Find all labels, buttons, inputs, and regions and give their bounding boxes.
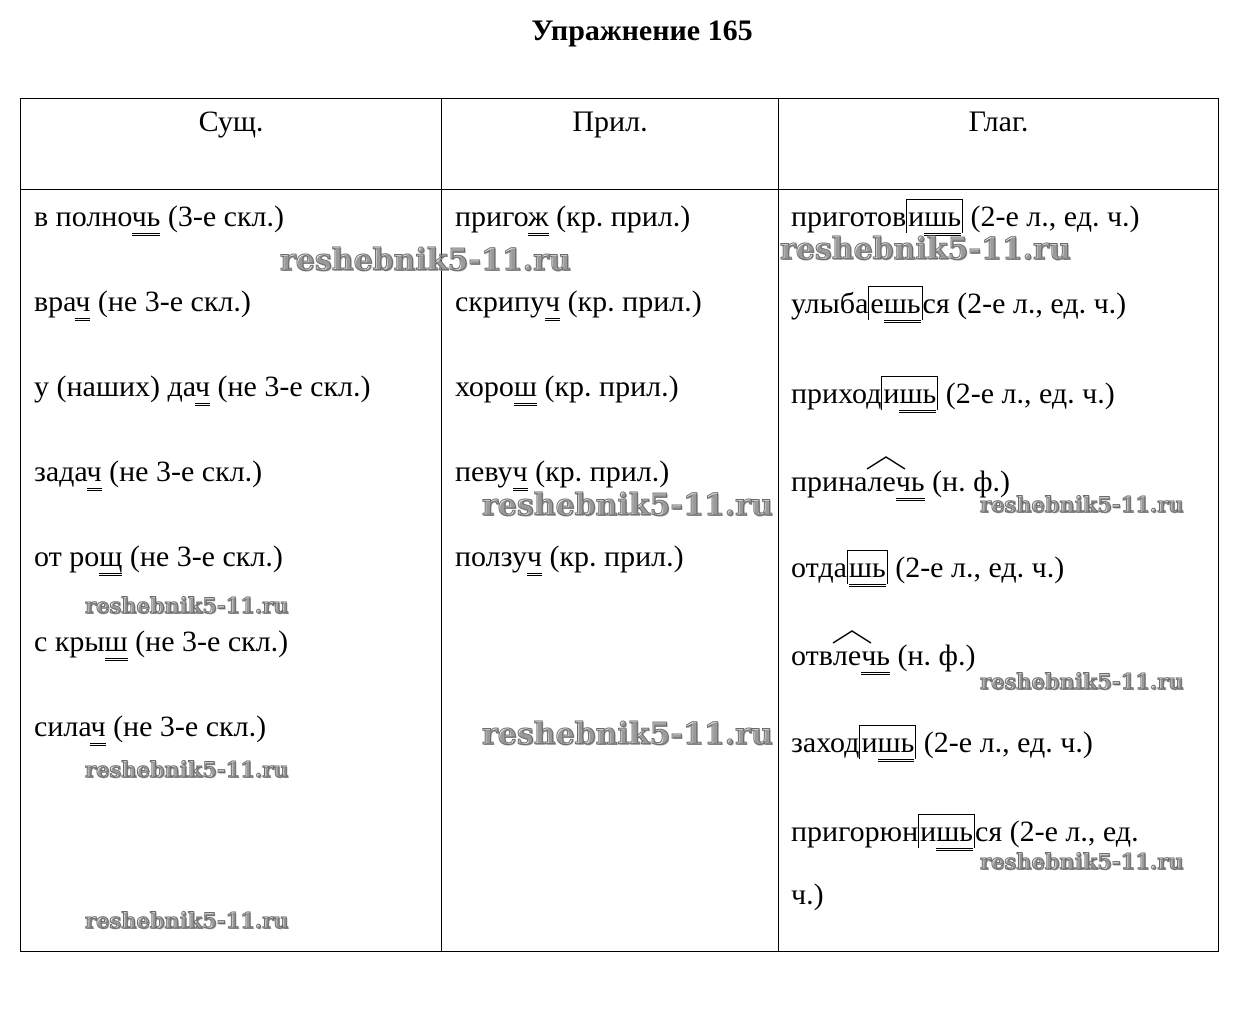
verbs-cell [779, 190, 1219, 952]
noun-item [34, 542, 283, 572]
verb-ending: шь [878, 726, 915, 762]
verb-ending-box [859, 725, 916, 759]
verb-stem: прина [791, 465, 868, 498]
verb-note: (2-е л., ед. ч.) [938, 377, 1115, 410]
adjective-item [455, 372, 679, 402]
verb-ending: шь [899, 377, 936, 413]
root-arc [833, 641, 861, 671]
verb-item [791, 817, 1139, 847]
watermark: reshebnik5-11.ru [980, 669, 1184, 694]
verb-note: ся (2-е л., ед. [975, 815, 1139, 848]
noun-stem: зада [34, 455, 87, 488]
verb-root: ле [832, 639, 862, 672]
verb-ending: шь [849, 551, 886, 587]
verb-vowel: и [908, 200, 925, 233]
noun-note: (не 3-е скл.) [101, 455, 263, 488]
verb-item [791, 553, 1064, 583]
watermark: reshebnik5-11.ru [85, 593, 289, 618]
noun-note: (не 3-е скл.) [105, 710, 267, 743]
verb-item [791, 202, 1140, 232]
verb-root: ле [867, 465, 896, 498]
watermark: reshebnik5-11.ru [980, 849, 1184, 874]
verb-ending: чь [861, 639, 890, 675]
noun-stem: в полно [34, 200, 132, 233]
verb-note: (2-е л., ед. ч.) [916, 726, 1093, 759]
page-title: Упражнение 165 [531, 14, 753, 47]
header-adjectives: Прил. [442, 99, 779, 190]
adjective-note: (кр. прил.) [548, 200, 691, 233]
watermark: reshebnik5-11.ru [85, 757, 289, 782]
adjective-note: (кр. прил.) [560, 285, 702, 318]
verb-note: (н. ф.) [889, 639, 976, 672]
root-arc-icon [865, 455, 907, 471]
verb-note: (н. ф.) [924, 465, 1011, 498]
verb-vowel: и [861, 726, 878, 759]
verb-ending: шь [884, 287, 921, 323]
noun-ending: ч [75, 285, 90, 321]
verb-vowel: е [870, 287, 884, 320]
adjective-stem: скрипу [455, 285, 545, 318]
adjective-ending: ж [528, 200, 549, 236]
verb-ending-box [868, 286, 922, 320]
noun-ending: ч [90, 710, 105, 746]
noun-item [34, 712, 266, 742]
adjective-item [455, 542, 684, 572]
verb-stem: ч.) [791, 878, 824, 911]
adjective-stem: певу [455, 455, 513, 488]
adjective-item [455, 202, 690, 232]
noun-ending: ш [105, 625, 128, 661]
watermark: reshebnik5-11.ru [85, 908, 289, 933]
verb-item [791, 880, 824, 910]
verb-item [791, 467, 1010, 497]
adjective-ending: ч [513, 455, 528, 491]
header-nouns: Сущ. [21, 99, 442, 190]
adjective-note: (кр. прил.) [541, 540, 684, 573]
verb-vowel: и [920, 815, 937, 848]
verb-note: (2-е л., ед. ч.) [963, 200, 1140, 233]
verb-item [791, 289, 1126, 319]
root-arc-icon [831, 629, 873, 645]
adjective-note: (кр. прил.) [527, 455, 670, 488]
noun-note: (не 3-е скл.) [122, 540, 283, 573]
adjective-item [455, 287, 702, 317]
verb-ending-box [847, 550, 888, 584]
adjective-stem: хоро [455, 370, 514, 403]
noun-item [34, 287, 251, 317]
adjective-stem: ползу [455, 540, 527, 573]
adjective-ending: ч [527, 540, 542, 576]
noun-stem: сила [34, 710, 91, 743]
noun-stem: с кры [34, 625, 105, 658]
noun-stem: вра [34, 285, 76, 318]
verb-stem: улыба [791, 287, 869, 320]
verb-stem: приготов [791, 200, 907, 233]
noun-ending: ч [87, 455, 102, 491]
root-arc [867, 467, 895, 497]
verb-vowel: и [883, 377, 900, 410]
adjectives-cell [442, 190, 779, 952]
verb-ending-box [906, 199, 963, 233]
noun-item [34, 457, 262, 487]
noun-note: (не 3-е скл.) [127, 625, 289, 658]
adjective-ending: ш [514, 370, 537, 406]
noun-note: (не 3-е скл.) [209, 370, 371, 403]
verb-item [791, 641, 975, 671]
verb-stem: отв [791, 639, 833, 672]
watermark: reshebnik5-11.ru [980, 492, 1184, 517]
verb-item [791, 379, 1115, 409]
noun-item [34, 202, 284, 232]
verb-note: ся (2-е л., ед. ч.) [922, 287, 1127, 320]
verb-ending: шь [924, 200, 961, 236]
verb-stem: пригорюн [791, 815, 919, 848]
watermark: reshebnik5-11.ru [280, 243, 571, 278]
noun-item [34, 627, 288, 657]
adjective-stem: приго [455, 200, 528, 233]
verb-ending: шь [936, 815, 973, 851]
adjective-ending: ч [545, 285, 560, 321]
verb-item [791, 728, 1093, 758]
verb-stem: отда [791, 551, 847, 584]
noun-stem: от ро [34, 540, 100, 573]
watermark: reshebnik5-11.ru [482, 488, 773, 523]
header-verbs: Глаг. [779, 99, 1219, 190]
adjective-note: (кр. прил.) [536, 370, 679, 403]
adjective-item [455, 457, 669, 487]
verb-ending-box [918, 814, 975, 848]
watermark: reshebnik5-11.ru [482, 717, 773, 752]
watermark: reshebnik5-11.ru [780, 232, 1071, 267]
header-row [21, 99, 1219, 190]
noun-note: (не 3-е скл.) [90, 285, 251, 318]
verb-stem: заход [791, 726, 860, 759]
noun-note: (3-е скл.) [160, 200, 285, 233]
verb-stem: приход [791, 377, 882, 410]
noun-stem: у (наших) да [34, 370, 195, 403]
verb-note: (2-е л., ед. ч.) [887, 551, 1065, 584]
noun-ending: чь [132, 200, 161, 236]
body-row [21, 190, 1219, 952]
noun-ending: щ [99, 540, 122, 576]
verb-ending: чь [896, 465, 925, 501]
noun-ending: ч [195, 370, 210, 406]
exercise-table [20, 98, 1219, 952]
noun-item [34, 372, 371, 402]
verb-ending-box [881, 376, 938, 410]
nouns-cell [21, 190, 442, 952]
